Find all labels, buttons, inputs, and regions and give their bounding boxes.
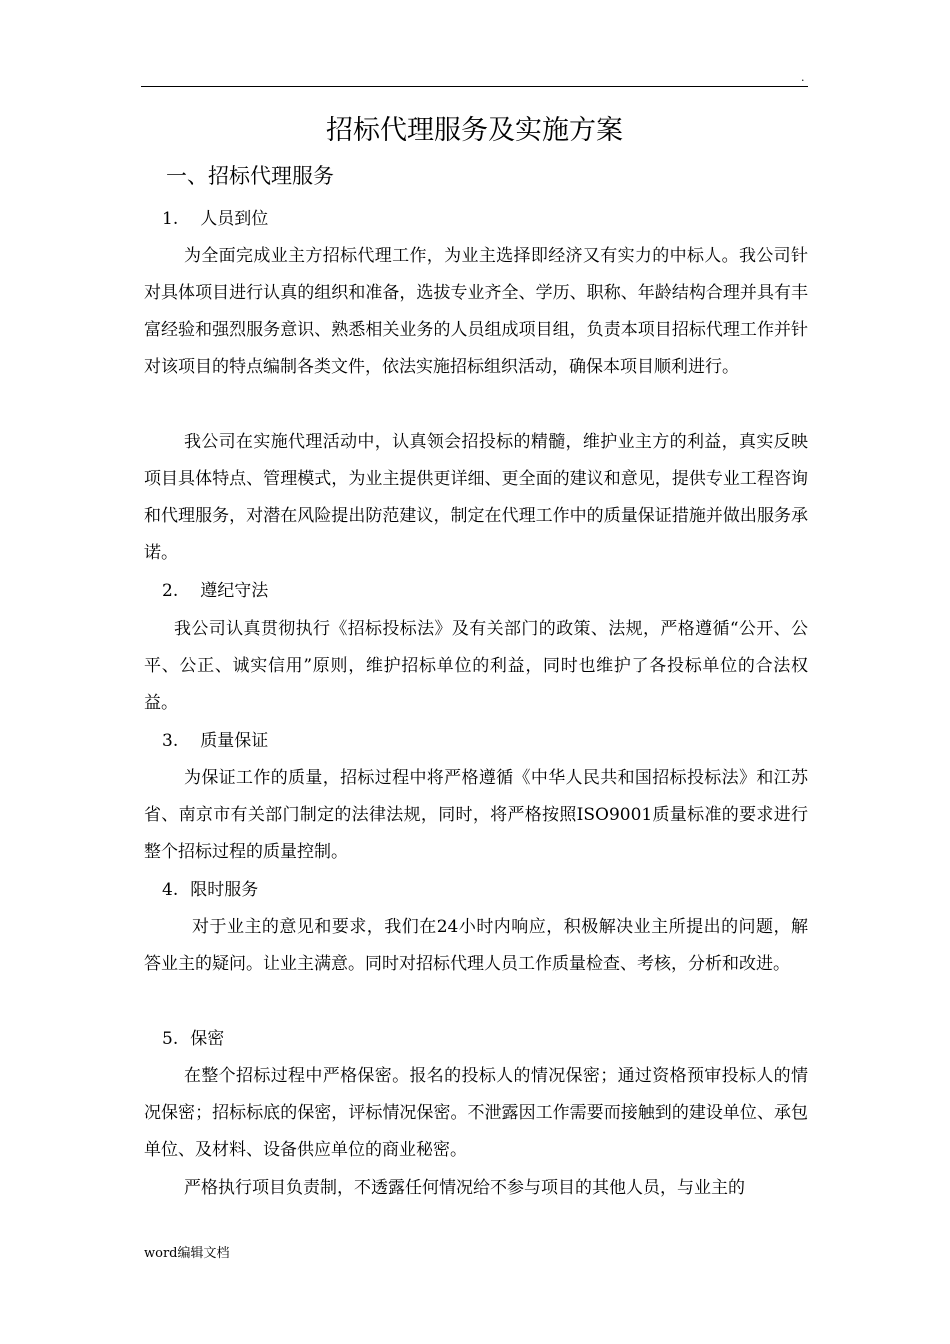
item-label: 质量保证 (200, 731, 269, 751)
paragraph: 我公司认真贯彻执行《招标投标法》及有关部门的政策、法规，严格遵循“公开、公平、公正、诚实信用”原则，维护招标单位的利益，同时也维护了各投标单位的合法权益。 (144, 619, 808, 713)
paragraph: 严格执行项目负责制，不透露任何情况给不参与项目的其他人员，与业主的 (184, 1178, 745, 1198)
item-number: 1. (162, 209, 179, 229)
section-heading: 一、招标代理服务 (166, 164, 334, 188)
item-number: 5. (162, 1029, 179, 1049)
item-number: 3. (162, 731, 179, 751)
item-heading-5 (162, 1028, 224, 1050)
item-heading-1 (162, 208, 268, 230)
item-number: 2. (162, 581, 179, 601)
paragraph: 对于业主的意见和要求，我们在24小时内响应，积极解决业主所提出的问题，解答业主的疑问。让业主满意。同时对招标代理人员工作质量检查、考核，分析和改进。 (144, 917, 808, 974)
paragraph: 为全面完成业主方招标代理工作，为业主选择即经济又有实力的中标人。我公司针对具体项目进行认真的组织和准备，选拔专业齐全、学历、职称、年龄结构合理并具有丰富经验和强烈服务意识、熟悉相关业务的人员组成项目组，负责本项目招标代理工作并针对该项目的特点编制各类文件，依法实施招标组织活动，确保本项目顺利进行。 (144, 246, 808, 377)
page-footer: word编辑文档 (144, 1246, 230, 1261)
item-label: 人员到位 (200, 209, 269, 229)
item-label: 保密 (190, 1029, 225, 1049)
document-title: 招标代理服务及实施方案 (326, 115, 623, 146)
item-heading-4 (162, 879, 258, 901)
header-rule (141, 86, 808, 87)
paragraph: 在整个招标过程中严格保密。报名的投标人的情况保密；通过资格预审投标人的情况保密；招标标底的保密，评标情况保密。不泄露因工作需要而接触到的建设单位、承包单位、及材料、设备供应单位的商业秘密。 (144, 1066, 808, 1160)
header-dot: . (801, 71, 805, 84)
item-label: 限时服务 (190, 880, 259, 900)
item-heading-3 (162, 730, 268, 752)
item-label: 遵纪守法 (200, 581, 269, 601)
paragraph: 我公司在实施代理活动中，认真领会招投标的精髓，维护业主方的利益，真实反映项目具体特点、管理模式，为业主提供更详细、更全面的建议和意见，提供专业工程咨询和代理服务，对潜在风险提出防范建议，制定在代理工作中的质量保证措施并做出服务承诺。 (144, 432, 808, 563)
paragraph: 为保证工作的质量，招标过程中将严格遵循《中华人民共和国招标投标法》和江苏省、南京市有关部门制定的法律法规，同时，将严格按照ISO9001质量标准的要求进行整个招标过程的质量控制。 (144, 768, 808, 862)
item-heading-2 (162, 580, 268, 602)
item-number: 4. (162, 880, 179, 900)
